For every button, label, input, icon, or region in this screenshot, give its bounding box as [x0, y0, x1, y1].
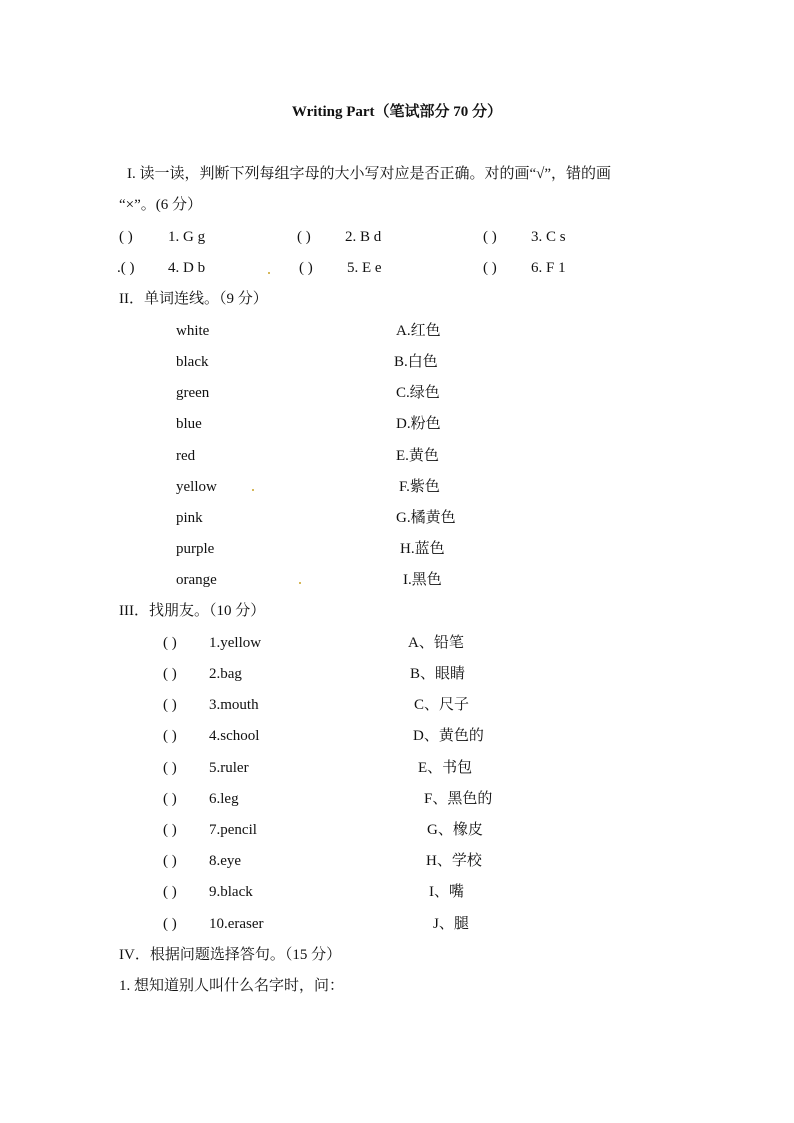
section4-heading: IV．根据问题选择答句。（15 分） — [119, 947, 342, 963]
word-item: white — [176, 323, 210, 339]
meaning-item: F.紫色 — [399, 479, 440, 495]
answer-blank[interactable]: ( ) — [483, 260, 497, 276]
friend-item: 6.leg — [209, 791, 239, 807]
question-1: 1. 想知道别人叫什么名字时，问： — [119, 978, 345, 994]
answer-blank[interactable]: ( ) — [119, 229, 133, 245]
friend-answer: F、黑色的 — [424, 791, 493, 807]
friend-answer: D、黄色的 — [413, 728, 484, 744]
answer-blank[interactable]: ( ) — [299, 260, 313, 276]
friend-item: 7.pencil — [209, 822, 257, 838]
answer-blank[interactable]: ( ) — [163, 666, 177, 682]
letter-pair: 1. G g — [168, 229, 206, 245]
word-item: purple — [176, 541, 215, 557]
answer-blank[interactable]: ( ) — [163, 916, 177, 932]
page-title: Writing Part（笔试部分 70 分） — [291, 104, 503, 120]
letter-pair: 6. F 1 — [531, 260, 566, 276]
answer-blank[interactable]: ( ) — [483, 229, 497, 245]
meaning-item: H.蓝色 — [400, 541, 445, 557]
section1-heading-cont: “×”。(6 分） — [119, 197, 203, 213]
letter-pair: 4. D b — [168, 260, 206, 276]
friend-answer: I、嘴 — [429, 884, 464, 900]
friend-item: 5.ruler — [209, 760, 249, 776]
meaning-item: C.绿色 — [396, 385, 440, 401]
word-item: yellow — [176, 479, 217, 495]
friend-answer: A、铅笔 — [408, 635, 464, 651]
answer-blank[interactable]: ( ) — [163, 728, 177, 744]
meaning-item: B.白色 — [394, 354, 438, 370]
meaning-item: G.橘黄色 — [396, 510, 456, 526]
answer-blank[interactable]: ( ) — [163, 884, 177, 900]
friend-answer: E、书包 — [418, 760, 473, 776]
section3-heading: III．找朋友。（10 分） — [119, 603, 266, 619]
answer-blank[interactable]: .( ) — [117, 260, 135, 276]
answer-blank[interactable]: ( ) — [163, 791, 177, 807]
section2-heading: II．单词连线。（9 分） — [119, 291, 268, 307]
friend-item: 9.black — [209, 884, 253, 900]
letter-pair: 2. B d — [345, 229, 382, 245]
answer-blank[interactable]: ( ) — [163, 760, 177, 776]
answer-blank[interactable]: ( ) — [163, 635, 177, 651]
stray-dot — [299, 582, 301, 584]
friend-item: 2.bag — [209, 666, 242, 682]
meaning-item: E.黄色 — [396, 448, 439, 464]
meaning-item: D.粉色 — [396, 416, 441, 432]
letter-pair: 5. E e — [347, 260, 382, 276]
friend-item: 1.yellow — [209, 635, 262, 651]
stray-dot — [252, 489, 254, 491]
answer-blank[interactable]: ( ) — [163, 822, 177, 838]
friend-answer: C、尺子 — [414, 697, 470, 713]
friend-item: 4.school — [209, 728, 260, 744]
word-item: green — [176, 385, 210, 401]
stray-dot — [268, 272, 270, 274]
answer-blank[interactable]: ( ) — [163, 853, 177, 869]
letter-pair: 3. C s — [531, 229, 566, 245]
friend-answer: H、学校 — [426, 853, 482, 869]
friend-item: 3.mouth — [209, 697, 259, 713]
answer-blank[interactable]: ( ) — [163, 697, 177, 713]
friend-answer: G、橡皮 — [427, 822, 483, 838]
friend-answer: J、腿 — [433, 916, 469, 932]
section1-heading: I. 读一读，判断下列每组字母的大小写对应是否正确。对的画“√”，错的画 — [127, 166, 612, 182]
word-item: pink — [176, 510, 203, 526]
meaning-item: I.黑色 — [403, 572, 442, 588]
meaning-item: A.红色 — [396, 323, 441, 339]
word-item: red — [176, 448, 196, 464]
friend-item: 8.eye — [209, 853, 242, 869]
friend-answer: B、眼睛 — [410, 666, 466, 682]
word-item: orange — [176, 572, 217, 588]
answer-blank[interactable]: ( ) — [297, 229, 311, 245]
friend-item: 10.eraser — [209, 916, 264, 932]
word-item: black — [176, 354, 209, 370]
word-item: blue — [176, 416, 202, 432]
